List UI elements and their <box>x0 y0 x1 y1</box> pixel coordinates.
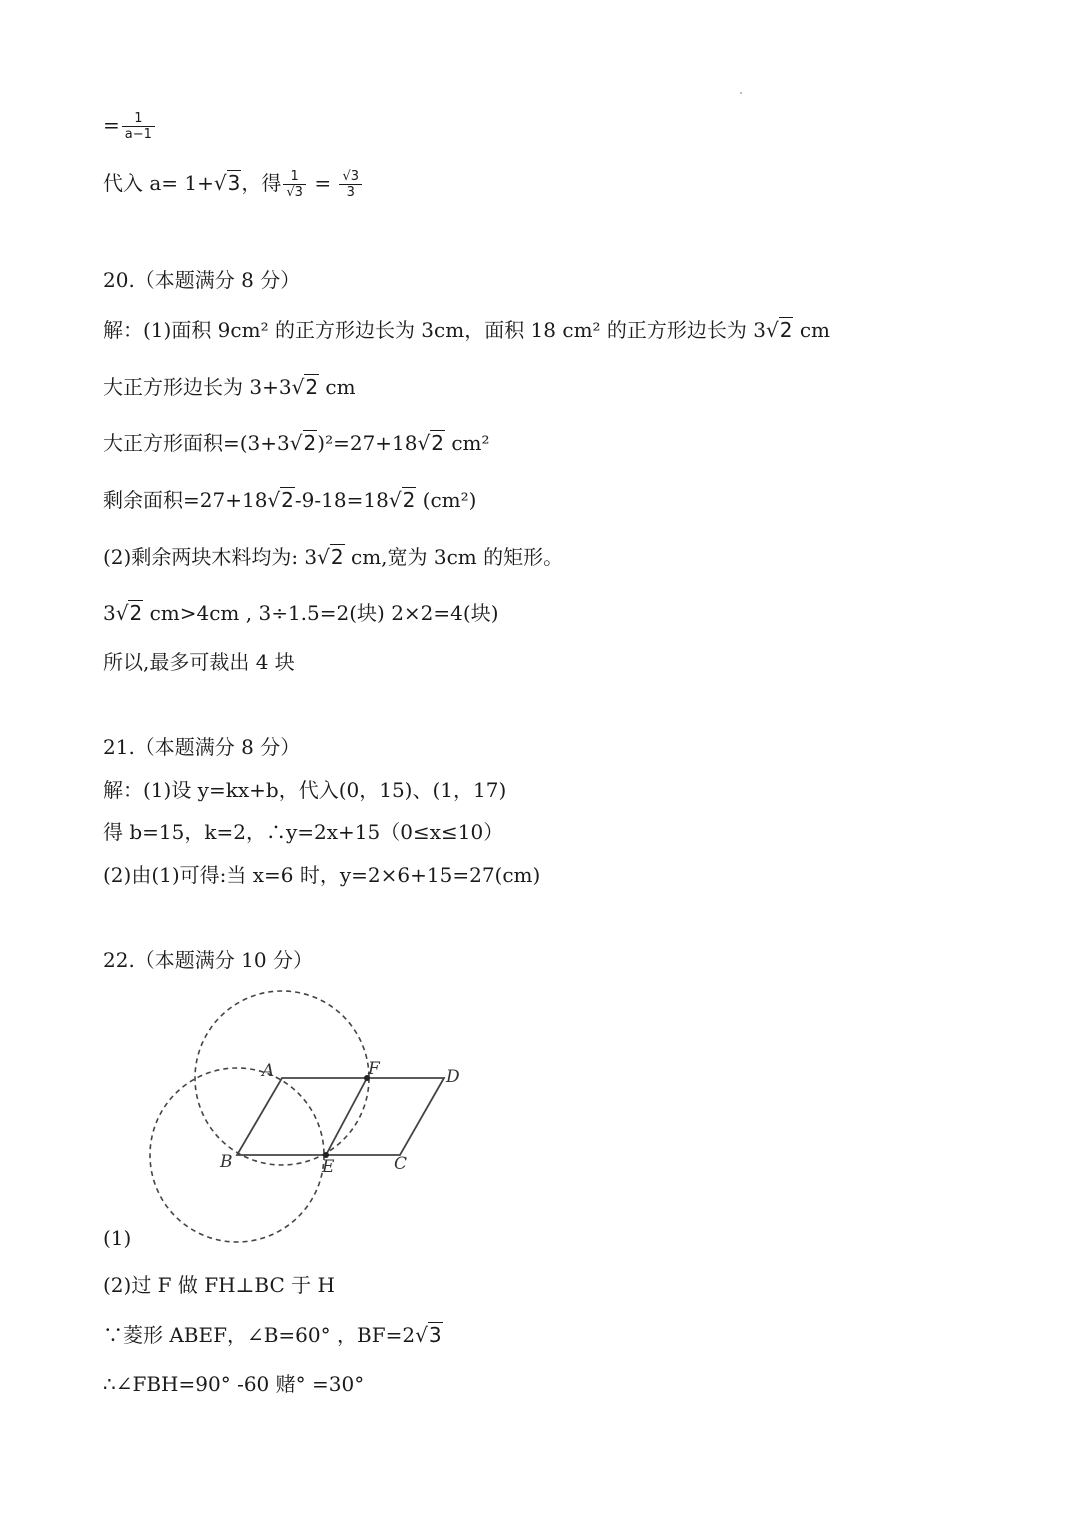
fraction <box>122 112 155 141</box>
sqrt: √2 <box>388 488 416 512</box>
q20-line-2: 大正方形边长为 3+3√2 cm <box>103 375 356 399</box>
substitution-line: 代入 a= 1+√3，得 $\frac{1}{√3}$ = $\frac{√3}{3}$ <box>103 170 364 199</box>
sqrt: √2 <box>267 488 294 512</box>
sqrt: √2 <box>766 318 793 342</box>
substitution-text: 代入 a= 1+ <box>103 171 214 195</box>
q22-title: 22.（本题满分 10 分） <box>103 948 313 972</box>
sqrt: √2 <box>317 545 344 569</box>
q20-line-3: 大正方形面积=(3+3√2)²=27+18√2 cm² <box>103 431 490 455</box>
rhombus-construction-figure <box>140 990 480 1255</box>
q22-line-1: (1) <box>103 1226 132 1250</box>
q20-line-4: 剩余面积=27+18√2-9-18=18√2 (cm²) <box>103 488 477 512</box>
q21-line-3: (2)由(1)可得:当 x=6 时，y=2×6+15=27(cm) <box>103 863 541 887</box>
q20-line-1: 解：(1)面积 9cm² 的正方形边长为 3cm，面积 18 cm² 的正方形边长为 3√2 cm <box>103 318 831 342</box>
fraction: $\frac{1}{√3}$ <box>283 170 306 199</box>
sqrt: √3 <box>415 1323 442 1347</box>
equals-sign: = <box>103 113 120 137</box>
q20-line-6: 3√2 cm>4cm , 3÷1.5=2(块) 2×2=4(块) <box>103 601 499 625</box>
q21-line-1: 解：(1)设 y=kx+b，代入(0，15)、(1，17) <box>103 778 507 802</box>
label-f: F <box>368 1059 380 1079</box>
sqrt: √3 <box>213 171 241 195</box>
fraction-denominator: a−1 <box>124 127 152 142</box>
q21-line-2: 得 b=15，k=2，∴y=2x+15（0≤x≤10） <box>103 820 504 844</box>
q22-line-3: ∵菱形 ABEF，∠B=60° ，BF=2√3 <box>103 1323 442 1347</box>
q22-line-4: ∴∠FBH=90° -60 赌° =30° <box>103 1372 365 1396</box>
q22-line-2: (2)过 F 做 FH⊥BC 于 H <box>103 1273 335 1297</box>
label-e: E <box>322 1157 335 1177</box>
q21-title: 21.（本题满分 8 分） <box>103 735 301 759</box>
sqrt: √2 <box>115 601 143 625</box>
sqrt: √2 <box>289 431 317 455</box>
label-a: A <box>262 1061 275 1081</box>
q20-line-7: 所以,最多可裁出 4 块 <box>103 650 295 674</box>
label-c: C <box>394 1154 408 1174</box>
sqrt: √2 <box>417 431 444 455</box>
sqrt: √2 <box>291 375 319 399</box>
fraction-line <box>103 112 157 141</box>
scan-dot <box>740 92 742 94</box>
label-d: D <box>446 1067 460 1087</box>
q20-title: 20.（本题满分 8 分） <box>103 268 301 292</box>
fraction: $\frac{√3}{3}$ <box>339 170 362 199</box>
q20-line-5: (2)剩余两块木料均为: 3√2 cm,宽为 3cm 的矩形。 <box>103 545 564 569</box>
fraction-numerator: 1 <box>122 112 155 127</box>
label-b: B <box>220 1152 233 1172</box>
